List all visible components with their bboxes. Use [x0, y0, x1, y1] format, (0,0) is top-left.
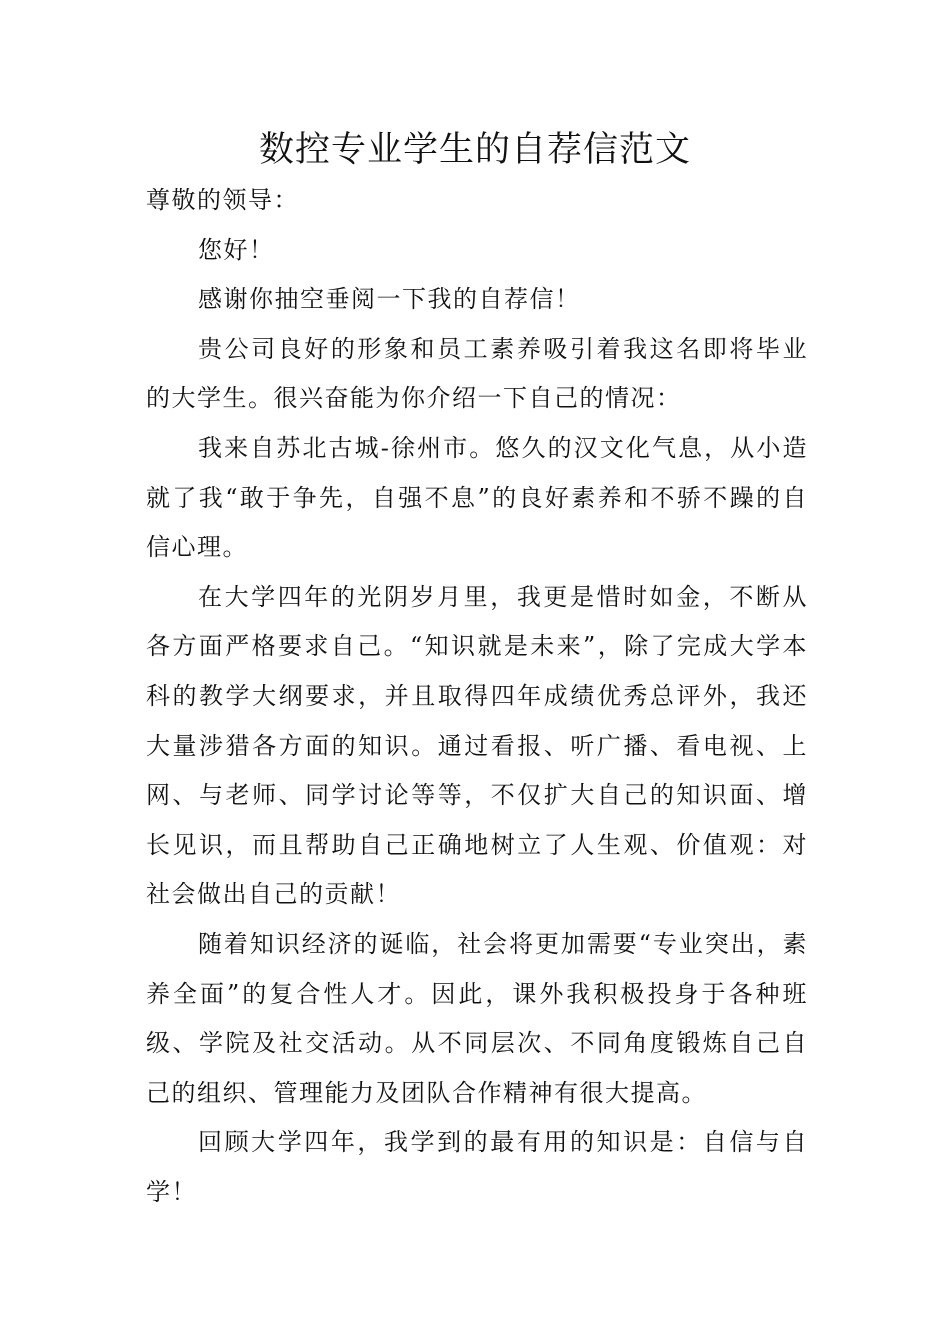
paragraph: 回顾大学四年，我学到的最有用的知识是：自信与自学！: [146, 1128, 808, 1206]
paragraph: 贵公司良好的形象和员工素养吸引着我这名即将毕业的大学生。很兴奋能为你介绍一下自己的情况：: [146, 334, 808, 413]
greeting: 您好！: [198, 235, 275, 264]
letter-body: [146, 176, 808, 1217]
document-title: 数控专业学生的自荐信范文: [258, 130, 691, 170]
salutation: 尊敬的领导：: [146, 186, 299, 214]
paragraph: 我来自苏北古城-徐州市。悠久的汉文化气息，从小造就了我“敢于争先，自强不息”的良好素养和不骄不躁的自信心理。: [146, 433, 808, 562]
paragraph: 随着知识经济的诞临，社会将更加需要“专业突出，素养全面”的复合性人才。因此，课外我积极投身于各种班级、学院及社交活动。从不同层次、不同角度锻炼自己自己的组织、管理能力及团队合作精神有很大提高。: [146, 929, 808, 1107]
paragraph: 感谢你抽空垂阅一下我的自荐信！: [198, 285, 581, 314]
paragraph: 在大学四年的光阴岁月里，我更是惜时如金，不断从各方面严格要求自己。“知识就是未来”，除了完成大学本科的教学大纲要求，并且取得四年成绩优秀总评外，我还大量涉猎各方面的知识。通过看报、听广播、看电视、上网、与老师、同学讨论等等，不仅扩大自己的知识面、增长见识，而且帮助自己正确地树立了人生观、价值观：对社会做出自己的贡献！: [146, 582, 808, 909]
